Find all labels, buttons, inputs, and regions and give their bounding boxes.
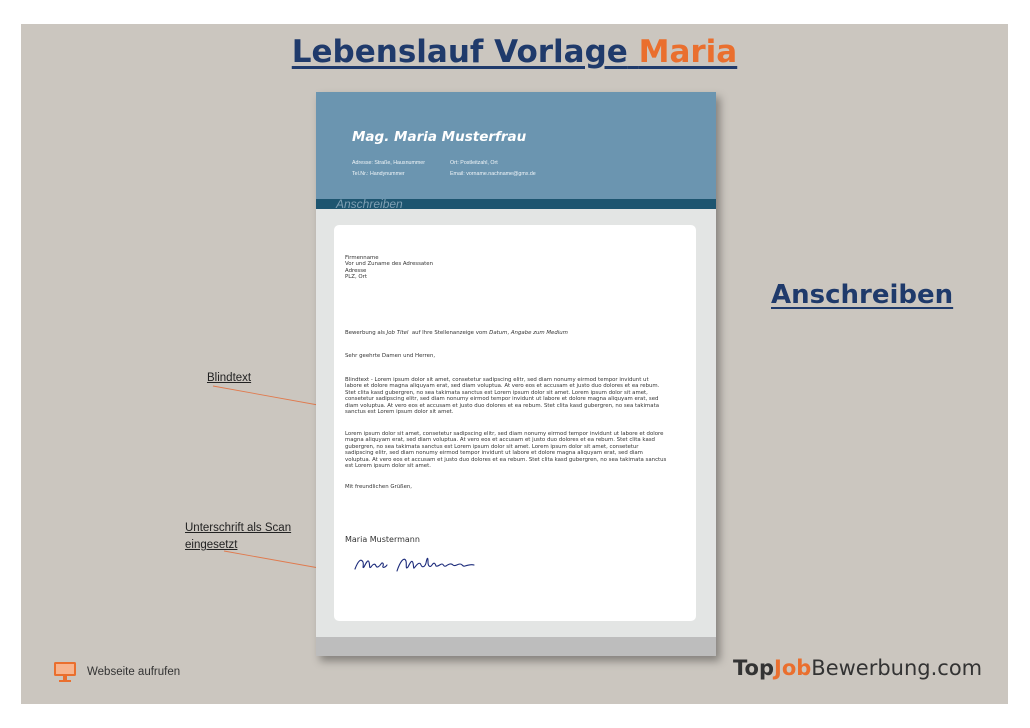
document-name: Mag. Maria Musterfrau [352,129,527,145]
signature-scan [352,552,487,576]
salutation: Sehr geehrte Damen und Herren, [345,353,436,359]
body-paragraph-1: Blindtext - Lorem ipsum dolor sit amet, consetetur sadipscing elitr, sed diam nonumy eirmod tempor invidunt ut labore et dolore magna aliquyam erat, sed diam voluptua. At vero eos et accusam et justo duo dolores et ea rebum. Stet clita kasd gubergren, no sea takimata sanctus est Lorem ipsum dolor sit amet. Lorem ipsum dolor sit amet, consetetur sadipscing elitr, sed diam nonumy eirmod tempor invidunt ut labore et dolore magna aliquyam erat, sed diam voluptua. At vero eos et accusam et justo duo dolores et ea rebum. Stet clita kasd gubergren, no sea takimata sanctus est Lorem ipsum dolor sit amet. [345,377,660,416]
contact-phone: Tel.Nr.: Handynummer [352,171,405,177]
contact-address: Adresse: Straße, Hausnummer [352,160,426,166]
letter-document [316,92,716,656]
recipient-address: Adresse [345,267,367,274]
brand-logo: TopJobBewerbung.com [733,656,983,680]
title-part-accent: Maria [638,34,738,70]
blindtext-annotation: Blindtext [207,372,252,384]
signature-annotation-line1: Unterschrift als Scan [185,522,292,534]
signature-annotation-line2: eingesetzt [185,539,238,551]
signer-name: Maria Mustermann [345,535,420,544]
website-link[interactable] [53,661,180,683]
letter-paper [334,225,696,621]
contact-email: Email: vorname.nachname@gmx.de [450,171,536,177]
recipient-company: Firmenname [345,255,379,261]
contact-city: Ort: Postleitzahl, Ort [450,160,498,166]
document-section-title: Anschreiben [336,197,403,211]
closing: Mit freundlichen Grüßen, [345,484,413,490]
document-header [316,92,716,199]
monitor-icon [53,661,77,683]
subject-line: Bewerbung als Job Titel auf Ihre Stellenanzeige vom Datum, Angabe zum Medium [345,330,568,336]
recipient-person: Vor und Zuname des Adressaten [345,261,434,268]
title-part-main: Lebenslauf Vorlage [291,34,628,70]
recipient-block [345,255,433,281]
recipient-city: PLZ, Ort [345,274,367,281]
canvas-frame [21,24,1008,704]
body-paragraph-2: Lorem ipsum dolor sit amet, consetetur sadipscing elitr, sed diam nonumy eirmod tempor invidunt ut labore et dolore magna aliquyam erat, sed diam voluptua. At vero eos et accusam et justo duo dolores et ea rebum. Stet clita kasd gubergren, no sea takimata sanctus est Lorem ipsum dolor sit amet. Lorem ipsum dolor sit amet, consetetur sadipscing elitr, sed diam nonumy eirmod tempor invidunt ut labore et dolore magna aliquyam erat, sed diam voluptua. At vero eos et accusam et justo duo dolores et ea rebum. Stet clita kasd gubergren, no sea takimata sanctus est Lorem ipsum dolor sit amet. [345,431,667,470]
section-label: Anschreiben [771,280,954,310]
blindtext-pointer-line [213,386,329,407]
document-footer [316,637,716,656]
website-link-label: Webseite aufrufen [87,666,181,678]
